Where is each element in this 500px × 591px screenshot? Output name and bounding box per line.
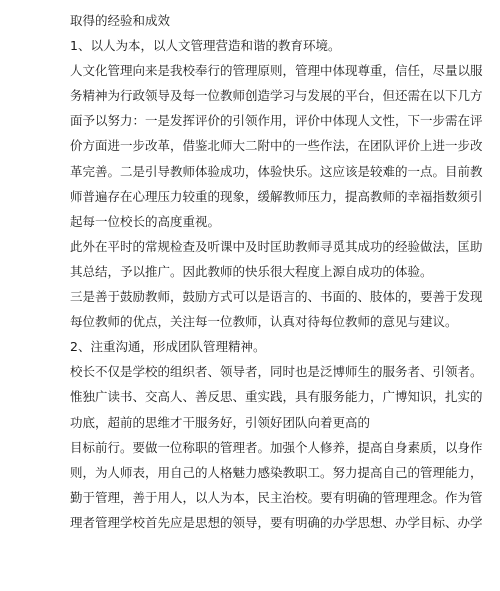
paragraph-line: 理者管理学校首先应是思想的领导，要有明确的办学思想、办学目标、办学 — [70, 514, 483, 530]
subheading-1: 1、以人为本，以人文管理营造和谐的教育环境。 — [70, 38, 341, 54]
section-heading: 取得的经验和成效 — [70, 13, 171, 28]
paragraph-line: 校长不仅是学校的组织者、领导者，同时也是泛博师生的服务者、引领者。 — [70, 364, 483, 380]
paragraph-line: 务精神为行政领导及每一位教师创造学习与发展的平台，但还需在以下几方 — [70, 88, 483, 104]
paragraph-line: 勤于管理，善于用人，以人为本，民主治校。要有明确的管理理念。作为管 — [70, 489, 483, 505]
paragraph-line: 三是善于鼓励教师，鼓励方式可以是语言的、书面的、肢体的，要善于发现 — [70, 289, 483, 305]
paragraph-line: 价方面进一步改革，借鉴北师大二附中的一些作法，在团队评价上进一步改 — [70, 138, 483, 154]
paragraph-line: 惟独广读书、交高人、善反思、重实践，具有服务能力，广博知识，扎实的 — [70, 389, 483, 405]
paragraph-line: 师普遍存在心理压力较重的现象，缓解教师压力，提高教师的幸福指数须引 — [70, 188, 483, 204]
paragraph-line: 每位教师的优点，关注每一位教师，认真对待每位教师的意见与建议。 — [70, 314, 458, 330]
paragraph-line: 起每一位校长的高度重视。 — [70, 213, 221, 229]
paragraph-line: 面予以努力：一是发挥评价的引领作用，评价中体现人文性，下一步需在评 — [70, 113, 483, 129]
paragraph-line: 革完善。二是引导教师体验成功，体验快乐。这应该是较难的一点。目前教 — [70, 163, 483, 179]
paragraph-line: 功底，超前的思维才干服务好，引领好团队向着更高的 — [70, 414, 371, 430]
paragraph-line: 目标前行。要做一位称职的管理者。加强个人修养，提高自身素质，以身作 — [70, 439, 483, 455]
paragraph-line: 则，为人师表，用自己的人格魅力感染教职工。努力提高自己的管理能力， — [70, 464, 483, 480]
document-page — [70, 8, 483, 535]
paragraph-line: 此外在平时的常规检查及听课中及时匡助教师寻觅其成功的经验做法，匡助 — [70, 238, 483, 254]
paragraph-line: 其总结，予以推广。因此教师的快乐很大程度上源自成功的体验。 — [70, 263, 433, 279]
subheading-2: 2、注重沟通，形成团队管理精神。 — [70, 339, 266, 355]
paragraph-line: 人文化管理向来是我校奉行的管理原则，管理中体现尊重，信任，尽量以服 — [70, 63, 483, 79]
